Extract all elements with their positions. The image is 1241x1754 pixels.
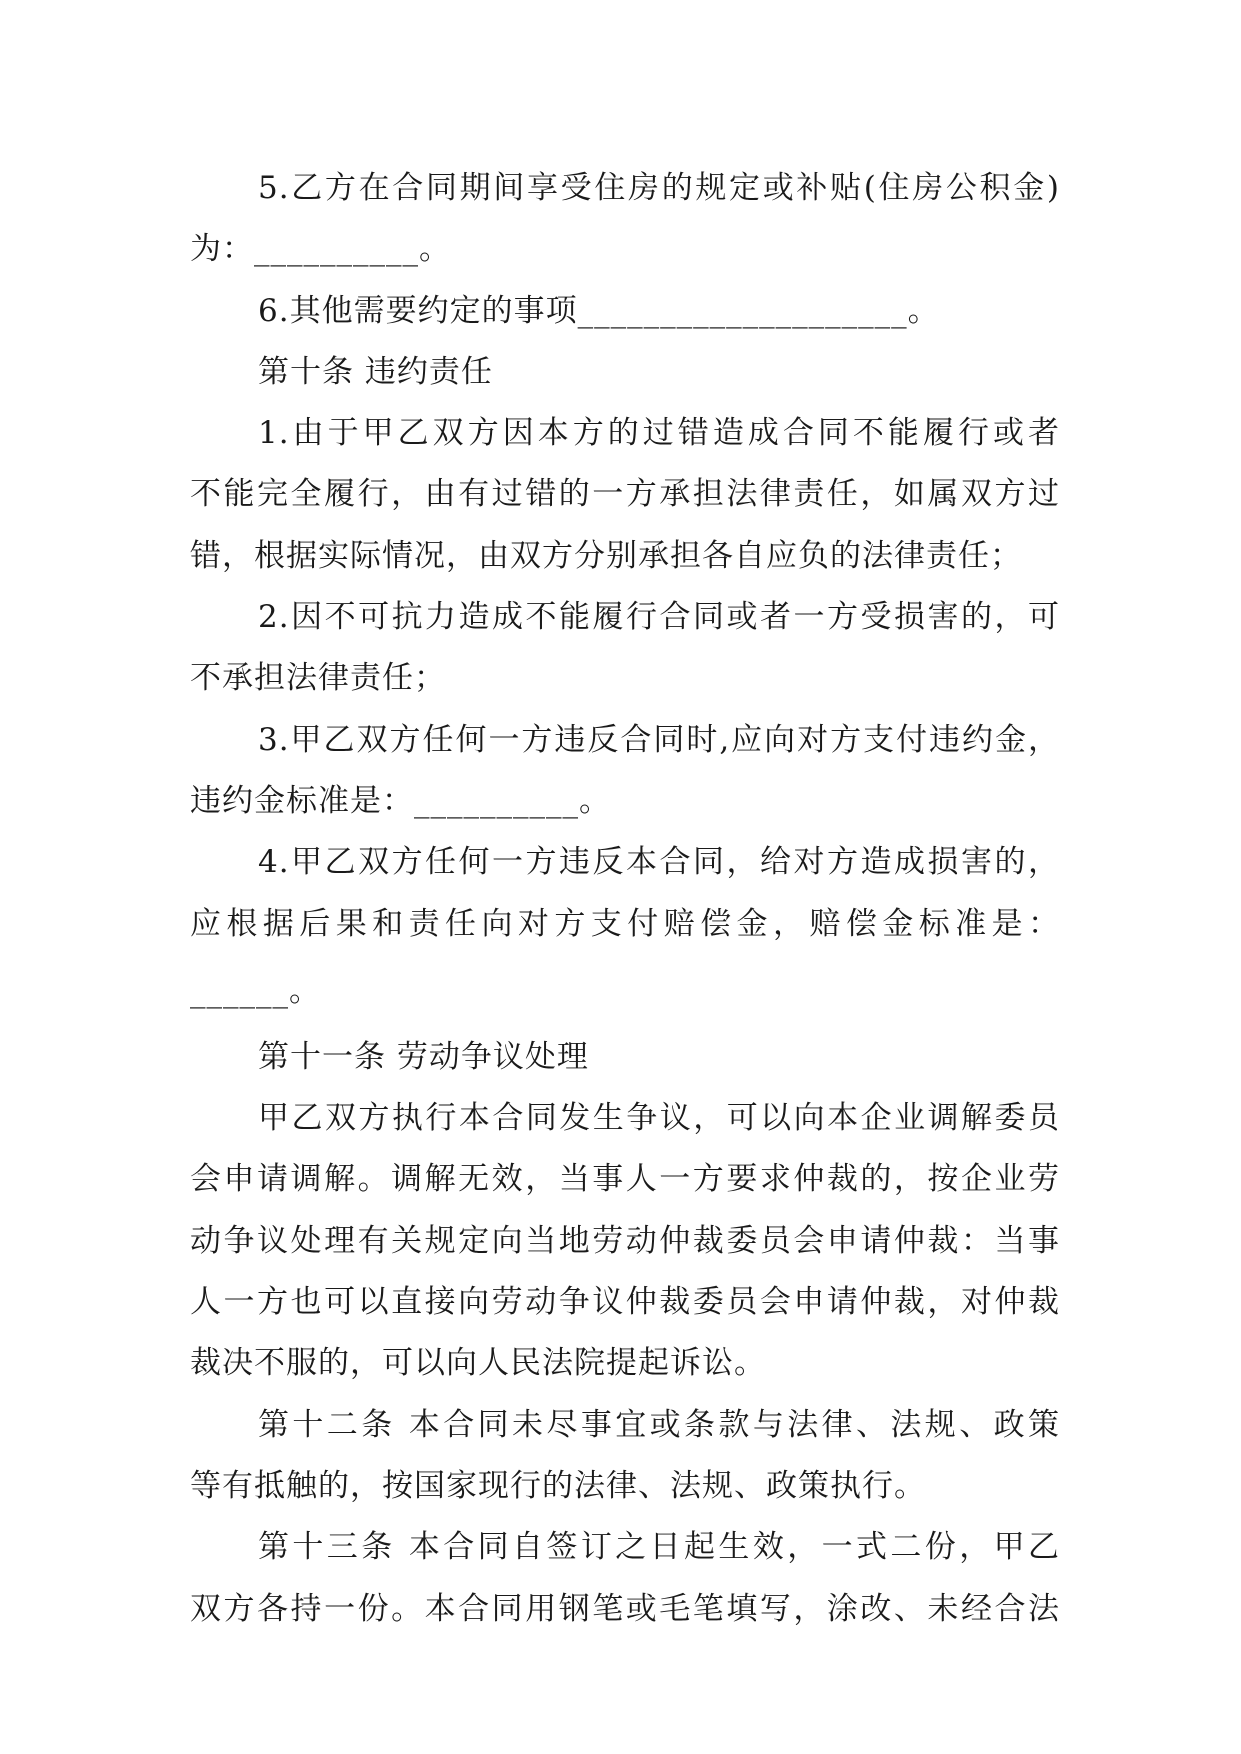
text-line: 动争议处理有关规定向当地劳动仲裁委员会申请仲裁：当事 — [190, 1222, 1060, 1259]
text-line: 会申请调解。调解无效，当事人一方要求仲裁的，按企业劳 — [190, 1161, 1060, 1198]
text-line: 等有抵触的，按国家现行的法律、法规、政策执行。 — [190, 1467, 926, 1504]
text-line: 裁决不服的，可以向人民法院提起诉讼。 — [190, 1345, 766, 1382]
text-line: 甲乙双方执行本合同发生争议，可以向本企业调解委员 — [258, 1100, 1060, 1137]
text-line: 为：__________。 — [190, 231, 451, 268]
text-line: 2.因不可抗力造成不能履行合同或者一方受损害的，可 — [258, 599, 1060, 636]
text-line: 3.甲乙双方任何一方违反合同时,应向对方支付违约金， — [258, 721, 1060, 758]
text-line: 应根据后果和责任向对方支付赔偿金，赔偿金标准是： — [190, 905, 1060, 942]
document-body — [190, 158, 1060, 1640]
text-line: 5.乙方在合同期间享受住房的规定或补贴(住房公积金) — [258, 170, 1060, 206]
text-line: 6.其他需要约定的事项____________________。 — [258, 292, 940, 329]
text-line: 违约金标准是：__________。 — [190, 782, 611, 819]
section-heading: 第十一条 劳动争议处理 — [258, 1038, 589, 1075]
text-line: 1.由于甲乙双方因本方的过错造成合同不能履行或者 — [258, 415, 1060, 452]
text-line: 4.甲乙双方任何一方违反本合同，给对方造成损害的， — [258, 844, 1060, 881]
text-line: 人一方也可以直接向劳动争议仲裁委员会申请仲裁，对仲裁 — [190, 1284, 1060, 1321]
text-line: 不能完全履行，由有过错的一方承担法律责任，如属双方过 — [190, 476, 1060, 513]
text-line: 第十二条 本合同未尽事宜或条款与法律、法规、政策 — [258, 1406, 1060, 1443]
text-line: ______。 — [190, 972, 321, 1009]
section-heading: 第十条 违约责任 — [258, 353, 493, 390]
text-line: 不承担法律责任； — [190, 660, 446, 697]
text-line: 错，根据实际情况，由双方分别承担各自应负的法律责任； — [190, 537, 1022, 574]
text-line: 第十三条 本合同自签订之日起生效，一式二份，甲乙 — [258, 1529, 1060, 1566]
text-line: 双方各持一份。本合同用钢笔或毛笔填写，涂改、未经合法 — [190, 1590, 1060, 1627]
